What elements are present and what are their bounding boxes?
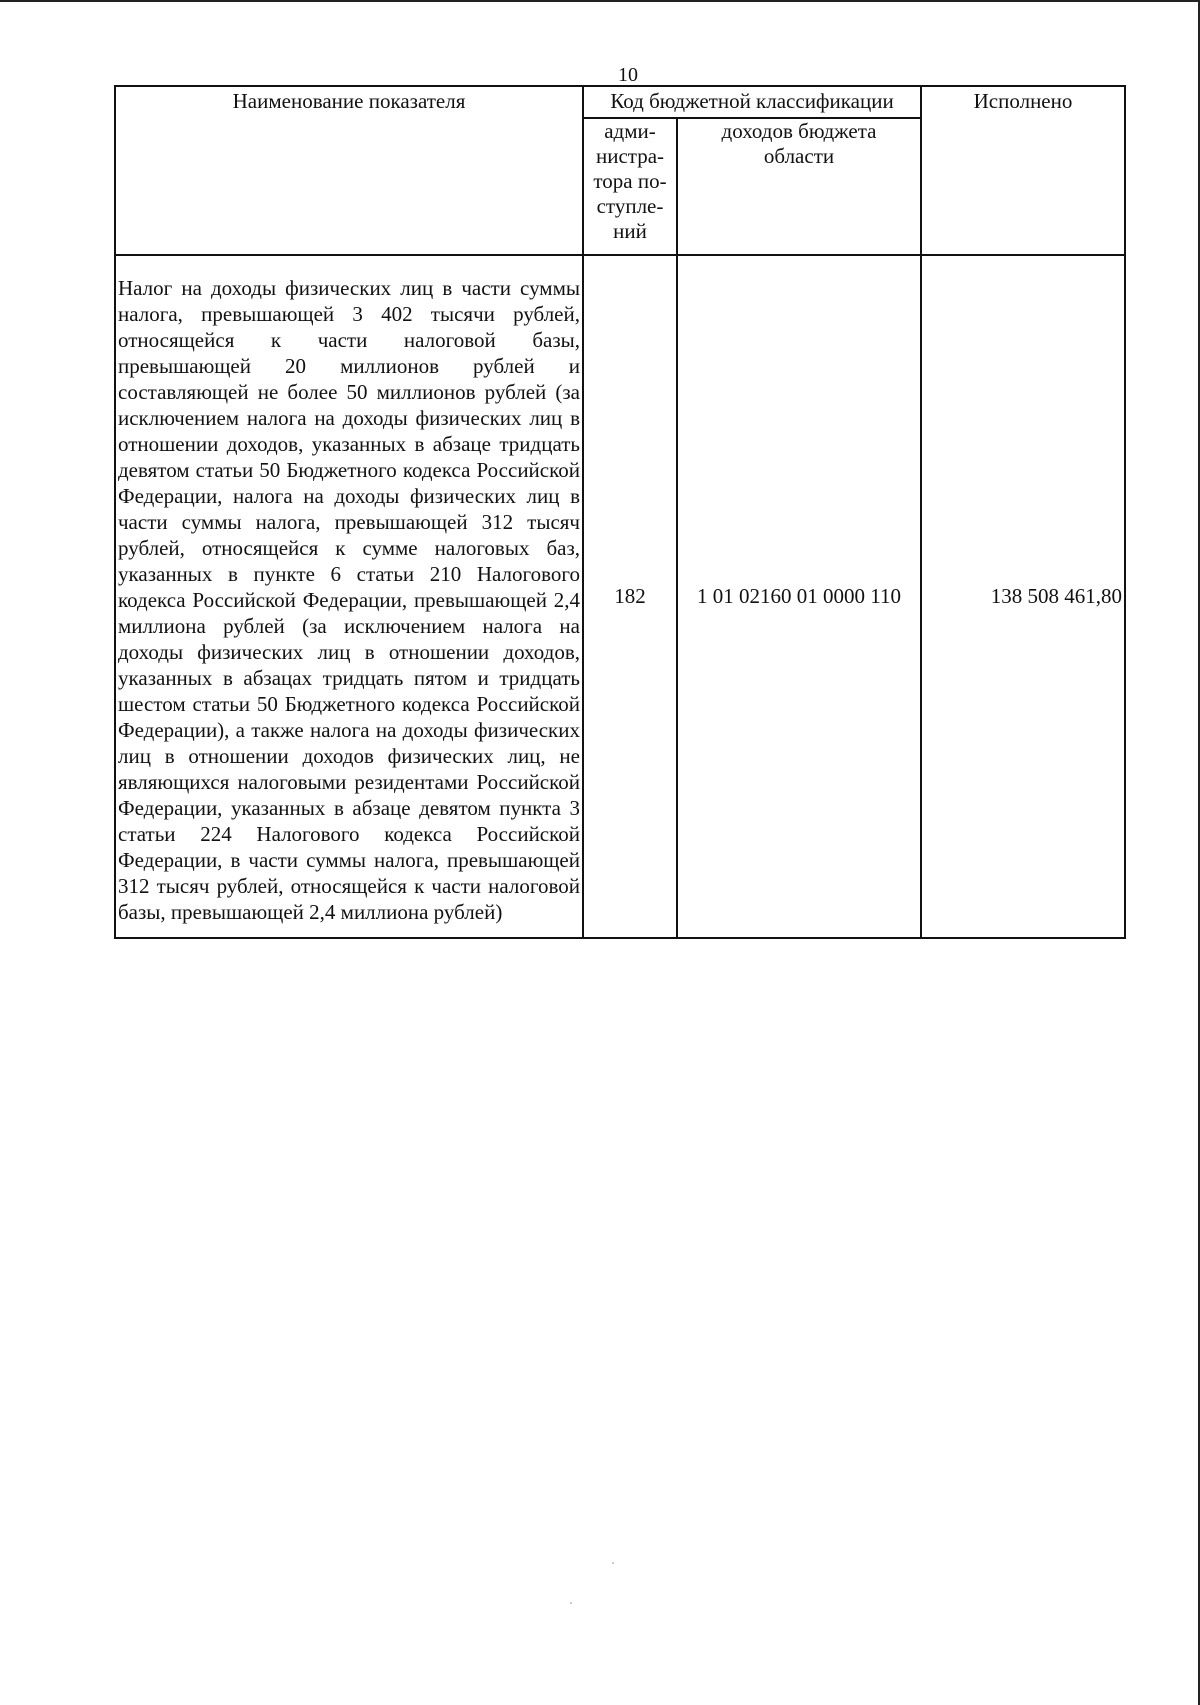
header-indicator-name: Наименование показателя [115, 86, 583, 255]
indicator-description: Налог на доходы физических лиц в части суммы налога, превышающей 3 402 тысячи рублей, относящейся к части налоговой базы, превышающей 20 миллионов рублей и составляющей не более 50 миллионов рублей (за исключением налога на доходы физических лиц в отношении доходов, указанных в абзаце тридцать девятом статьи 50 Бюджетного кодекса Российской Федерации, налога на доходы физических лиц в части суммы налога, превышающей 312 тысяч рублей, относящейся к сумме налоговых баз, указанных в пункте 6 статьи 210 Налогового кодекса Российской Федерации, превышающей 2,4 миллиона рублей (за исключением налога на доходы физических лиц в отношении доходов, указанных в абзацах тридцать пятом и тридцать шестом статьи 50 Бюджетного кодекса Российской Федерации), а также налога на доходы физических лиц в отношении доходов физических лиц, не являющихся налоговыми резидентами Российской Федерации, указанных в абзаце девятом пункта 3 статьи 224 Налогового кодекса Российской Федерации, в части суммы налога, превышающей 312 тысяч рублей, относящейся к части налоговой базы, превышающей 2,4 миллиона рублей) [115, 255, 583, 938]
budget-execution-table [114, 85, 1126, 939]
scan-speck [612, 1562, 614, 1564]
table-row [115, 255, 1125, 938]
scan-speck [570, 1602, 572, 1604]
header-revenue-administrator-text: адми- нистра- тора по- ступле- ний [593, 119, 667, 243]
header-regional-budget-income-text: доходов бюджета области [721, 119, 877, 168]
executed-amount: 138 508 461,80 [921, 255, 1125, 938]
administrator-code: 182 [583, 255, 677, 938]
header-regional-budget-income [677, 118, 921, 255]
header-executed: Исполнено [921, 86, 1125, 255]
header-revenue-administrator [583, 118, 677, 255]
income-classification-code: 1 01 02160 01 0000 110 [677, 255, 921, 938]
page-edge-top [0, 0, 1200, 2]
page-number: 10 [618, 64, 638, 86]
header-row [115, 86, 1125, 118]
header-classification-code: Код бюджетной классификации [583, 86, 921, 118]
